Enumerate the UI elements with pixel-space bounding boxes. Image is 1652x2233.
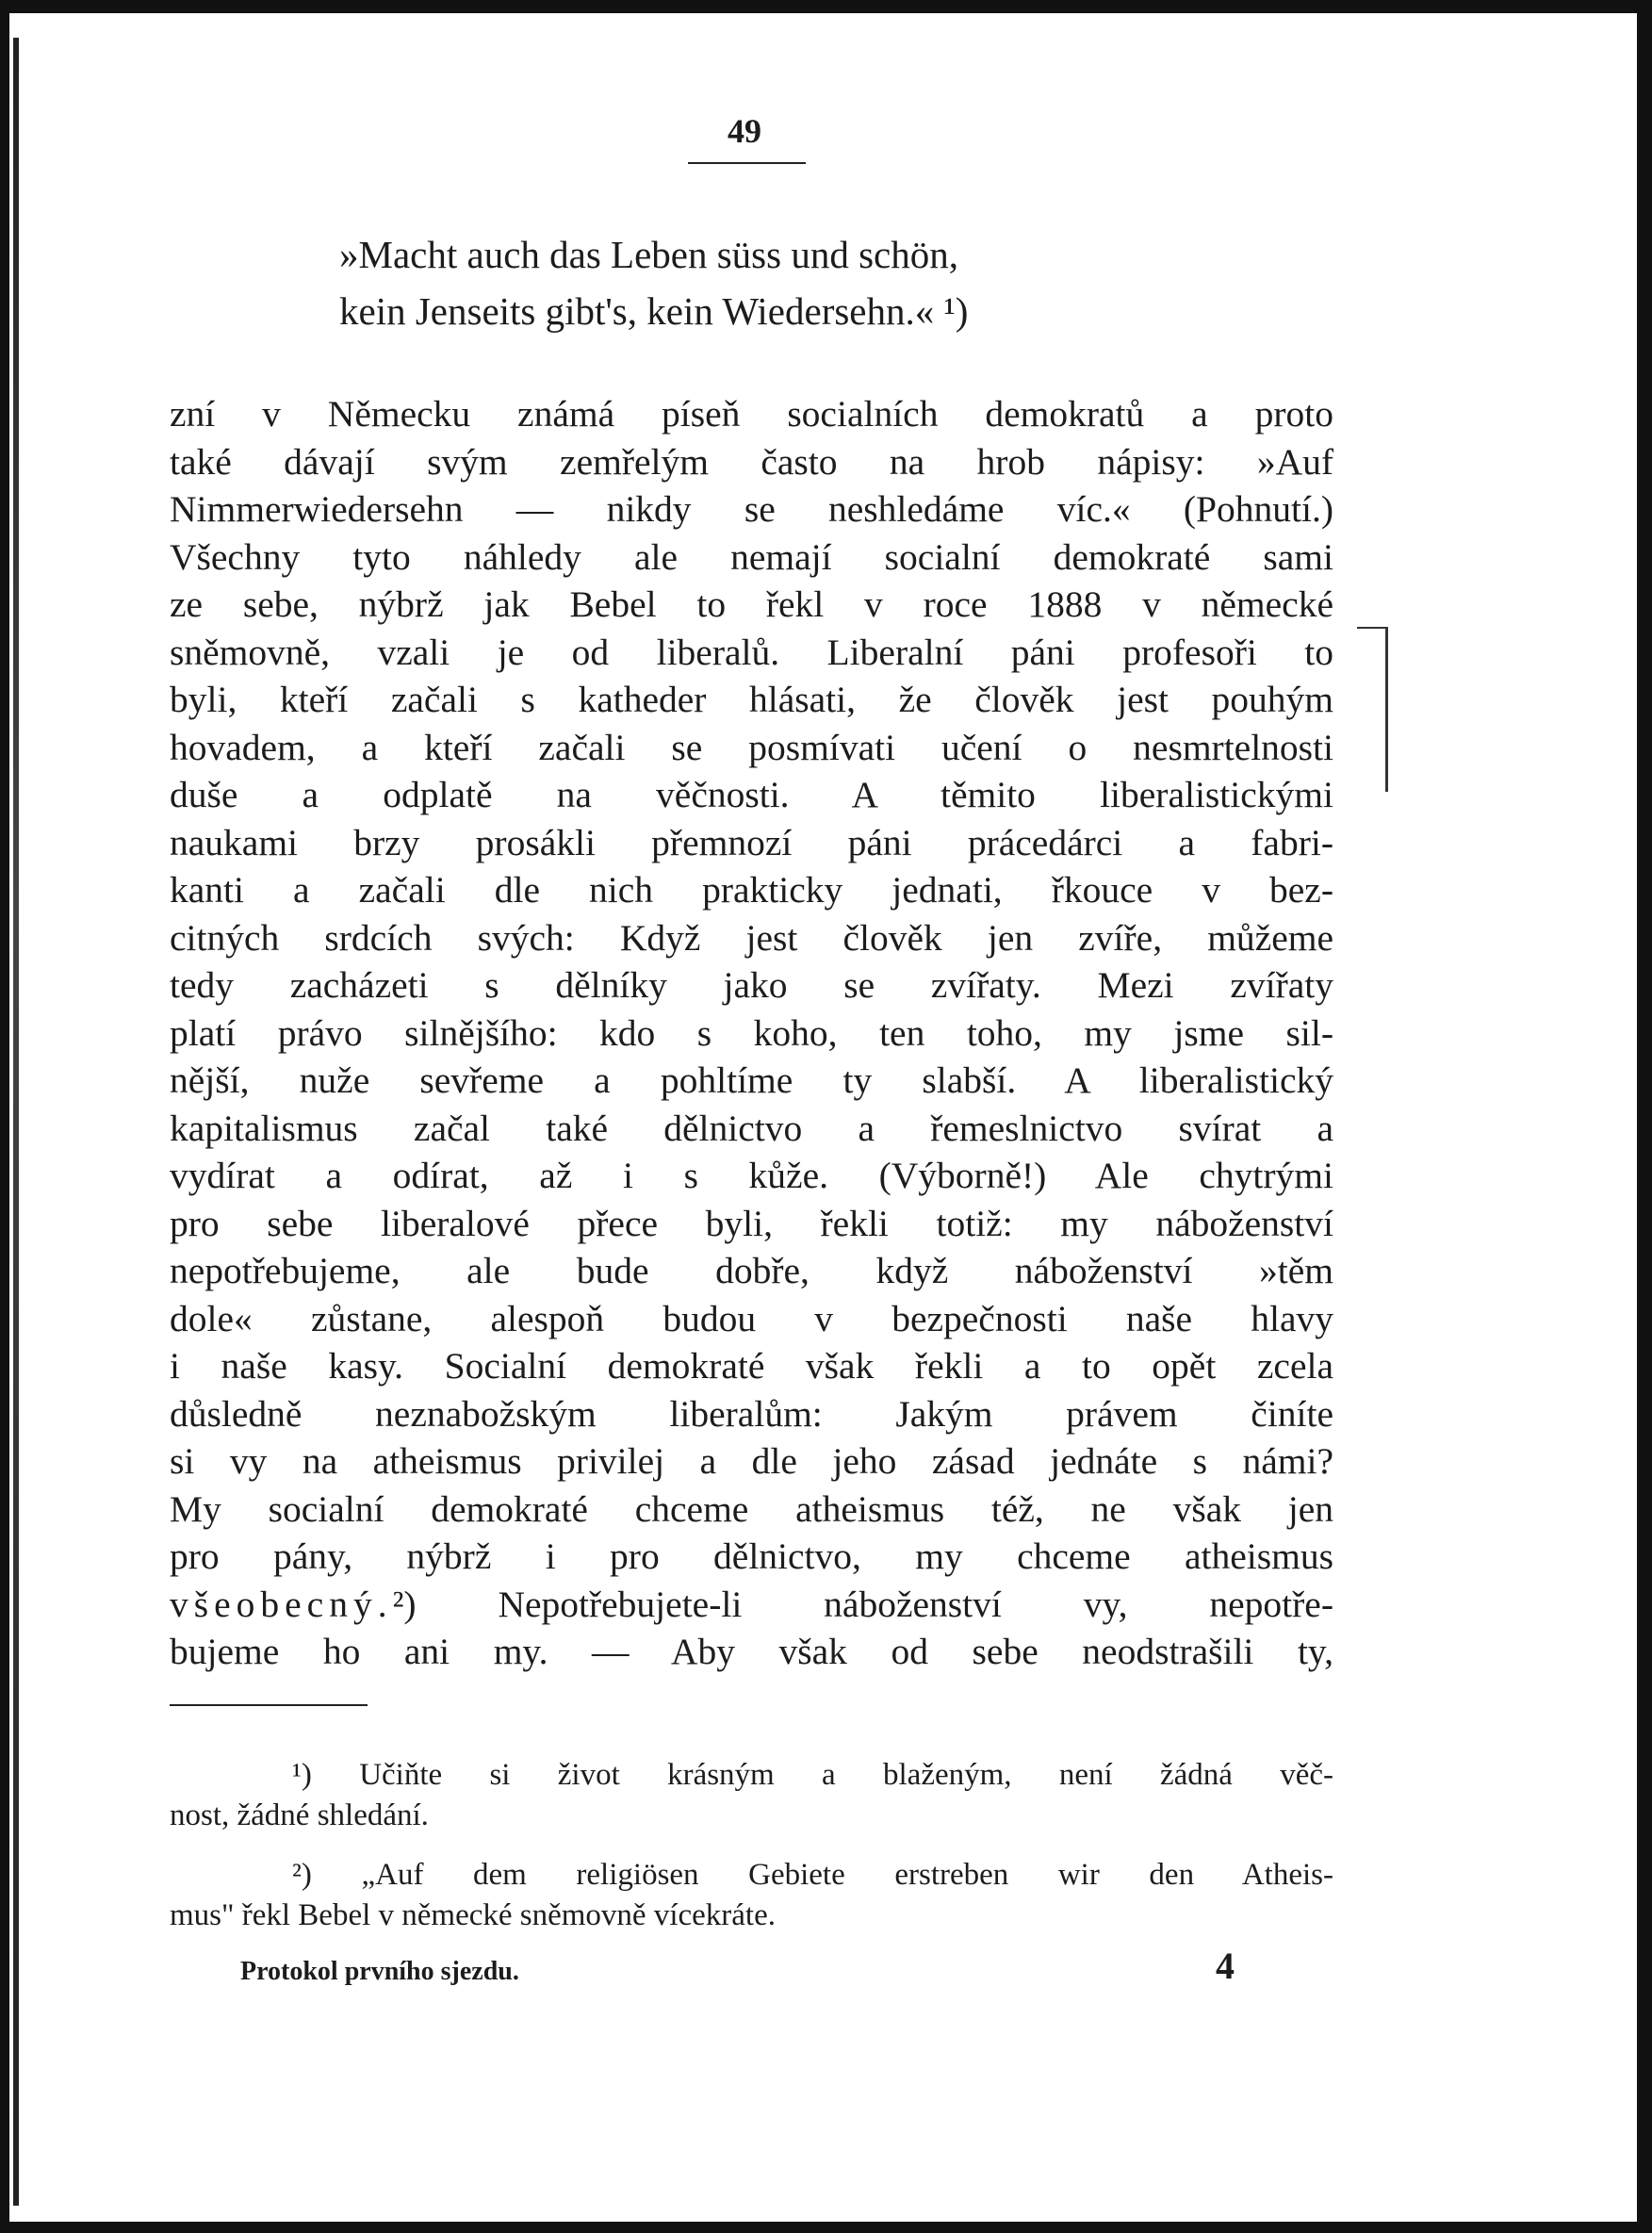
footnote-1 [170,1755,1333,1836]
footnote-2 [170,1855,1333,1936]
body-line: hovadem, a kteří začali se posmívati učení o nesmrtelnosti [170,726,1333,768]
margin-bracket [1385,627,1388,792]
body-line: si vy na atheismus privilej a dle jeho zásad jednáte s námi? [170,1440,1333,1482]
body-line: naukami brzy prosákli přemnozí páni prácedárci a fabri- [170,821,1333,863]
body-line: My socialní demokraté chceme atheismus též, ne však jen [170,1487,1333,1530]
body-line: také dávají svým zemřelým často na hrob nápisy: »Auf [170,440,1333,483]
body-line-spaced [170,1581,1333,1629]
body-line: zní v Německu známá píseň socialních demokratů a proto [170,393,1333,435]
binding-edge [13,38,19,2206]
body-line: nepotřebujeme, ale bude dobře, když náboženství »těm [170,1250,1333,1291]
verse-line-1: »Macht auch das Leben süss und schön, [339,233,959,276]
footnotes [170,1755,1333,1955]
page-number-rule [688,162,806,164]
body-line: pro sebe liberalové přece byli, řekli totiž: my náboženství [170,1202,1333,1244]
body-line: ze sebe, nýbrž jak Bebel to řekl v roce 1888 v německé [170,583,1333,625]
body-line: tedy zacházeti s dělníky jako se zvířaty. Mezi zvířaty [170,964,1333,1006]
margin-bracket-top [1357,627,1385,629]
footnote-rule [170,1704,368,1706]
body-line: důsledně neznabožským liberalům: Jakým právem činíte [170,1392,1333,1435]
emphasis-spaced-word: všeobecný. [170,1583,393,1625]
footnote-line: mus" řekl Bebel v německé sněmovně vícekráte. [170,1898,776,1932]
printer-signature: Protokol prvního sjezdu. [240,1957,519,1986]
verse-quote [339,226,1187,339]
body-line: platí právo silnějšího: kdo s koho, ten toho, my jsme sil- [170,1011,1333,1054]
footnote-line: ²) „Auf dem religiösen Gebiete erstreben wir den Atheis- [292,1858,1333,1892]
body-line: vydírat a odírat, až i s kůže. (Výborně!) Ale chytrými [170,1155,1333,1196]
body-line: pro pány, nýbrž i pro dělnictvo, my chceme atheismus [170,1535,1333,1577]
footnote-line: ¹) Učiňte si život krásným a blaženým, není žádná věč- [292,1758,1333,1792]
body-line: dole« zůstane, alespoň budou v bezpečnosti naše hlavy [170,1297,1333,1339]
body-line: Všechny tyto náhledy ale nemají socialní demokraté sami [170,535,1333,578]
body-line: kanti a začali dle nich prakticky jednati, řkouce v bez- [170,869,1333,911]
footnote-line: nost, žádné shledání. [170,1798,429,1832]
signature-mark: 4 [1216,1945,1235,1987]
body-line: nější, nuže sevřeme a pohltíme ty slabší. A liberalistický [170,1059,1333,1101]
body-line: duše a odplatě na věčnosti. A těmito liberalistickými [170,774,1333,815]
body-line: sněmovně, vzali je od liberalů. Liberalní páni profesoři to [170,631,1333,673]
body-line: citných srdcích svých: Když jest člověk jen zvíře, můžeme [170,916,1333,959]
body-line: i naše kasy. Socialní demokraté však řekli a to opět zcela [170,1345,1333,1387]
page-number: 49 [728,112,761,150]
verse-line-2: kein Jenseits gibt's, kein Wiedersehn.« ¹) [339,289,969,333]
body-paragraph [170,390,1333,1676]
body-line: byli, kteří začali s katheder hlásati, že člověk jest pouhým [170,679,1333,720]
body-line: bujeme ho ani my. — Aby však od sebe neodstrašili ty, [170,1631,1333,1672]
body-line-rest: ²) Nepotřebujete-li náboženství vy, nepotře- [392,1583,1333,1625]
body-line: kapitalismus začal také dělnictvo a řemeslnictvo svírat a [170,1107,1333,1149]
body-line: Nimmerwiedersehn — nikdy se neshledáme víc.« (Pohnutí.) [170,488,1333,530]
